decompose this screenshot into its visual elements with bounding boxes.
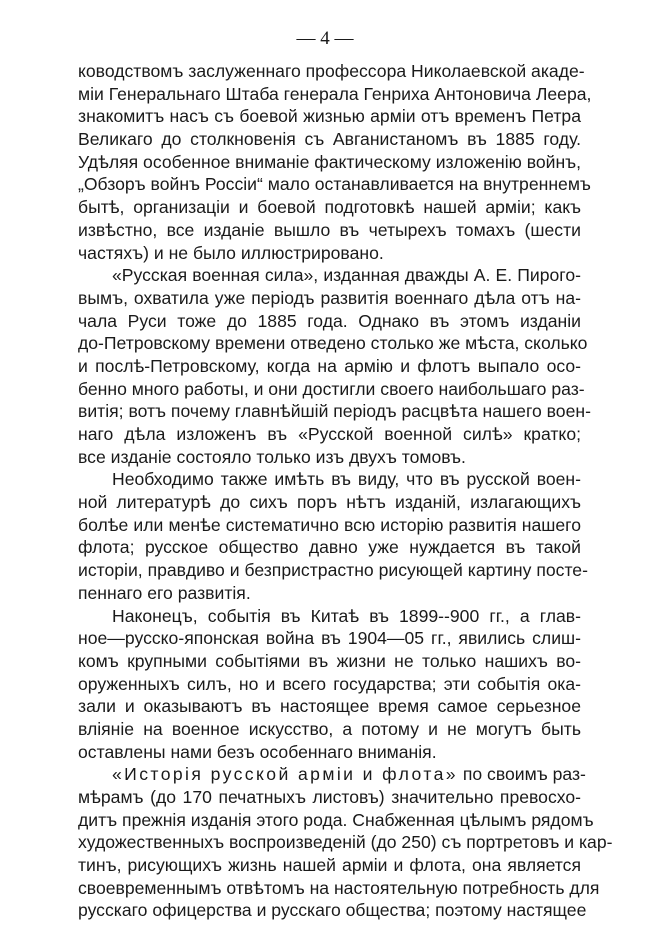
text-line: оставлены нами безъ особеннаго вниманія. xyxy=(78,741,437,762)
text-line: ной литературѣ до сихъ поръ нѣтъ изданій, излагающихъ xyxy=(78,492,581,513)
paragraph xyxy=(78,264,591,468)
text-line: «Русская военная сила», изданная дважды А. Е. Пирого- xyxy=(112,265,581,286)
paragraph xyxy=(78,60,592,264)
book-title: «Исторія русской арміи и флота» xyxy=(112,764,458,785)
text-line: все изданіе состояло только изъ двухъ томовъ. xyxy=(78,446,466,467)
text-line: пеннаго его развитія. xyxy=(78,582,251,603)
text-line: оруженныхъ силъ, но и всего государства; эти событія ока- xyxy=(78,673,581,694)
text-line: наго дѣла изложенъ въ «Русской военной силѣ» кратко; xyxy=(78,424,581,444)
text-line: вліяніе на военное искусство, а потому и не могутъ быть xyxy=(78,718,581,739)
text-line: мѣрамъ (до 170 печатныхъ листовъ) значительно превосхо- xyxy=(78,787,581,807)
text-line: чала Руси тоже до 1885 года. Однако въ этомъ изданіи xyxy=(78,310,581,331)
paragraph xyxy=(78,763,613,922)
paragraph xyxy=(78,468,588,604)
page-number: — 4 — xyxy=(296,28,354,49)
text-line: болѣе или менѣе систематично всю исторію развитія нашего xyxy=(78,514,581,535)
text-line: дитъ прежнія изданія этого рода. Снабженная цѣлымъ рядомъ xyxy=(78,809,594,830)
text-line: комъ крупными событіями въ жизни не только нашихъ во- xyxy=(78,650,581,671)
text-line: Необходимо также имѣть въ виду, что въ русской воен- xyxy=(112,469,581,490)
text-line: зали и оказываютъ въ настоящее время самое серьезное xyxy=(78,696,581,717)
text-line: флота; русское общество давно уже нуждается въ такой xyxy=(78,537,581,558)
body-text xyxy=(78,60,613,922)
text-line: ководствомъ заслуженнаго профессора Николаевской акаде- xyxy=(78,61,585,81)
text-line: тинъ, рисующихъ жизнь нашей арміи и флота, она является xyxy=(78,855,581,876)
text-line: и послѣ-Петровскому, когда на армію и флотъ выпало осо- xyxy=(78,355,581,376)
text-line: бытѣ, организаціи и боевой подготовкѣ нашей арміи; какъ xyxy=(78,197,581,218)
text-line: художественныхъ воспроизведеній (до 250) съ портретовъ и кар- xyxy=(78,832,613,853)
text-line: своевременнымъ отвѣтомъ на настоятельную потребность для xyxy=(78,877,600,898)
text-line: витія; вотъ почему главнѣйшій періодъ расцвѣта нашего воен- xyxy=(78,401,591,422)
text-line: извѣстно, все изданіе вышло въ четырехъ томахъ (шести xyxy=(78,219,581,240)
text-line: до-Петровскому времени отведено столько же мѣста, сколько xyxy=(78,333,588,354)
text-line: Великаго до столкновенія съ Авганистаномъ въ 1885 году. xyxy=(78,129,581,150)
paragraph xyxy=(78,605,581,764)
text-line: исторіи, правдиво и безпристрастно рисующей картину посте- xyxy=(78,560,588,581)
text-line: Удѣляя особенное вниманіе фактическому изложенію войнъ, xyxy=(78,151,582,172)
text-line: вымъ, охватила уже періодъ развитія военнаго дѣла отъ на- xyxy=(78,287,581,308)
text-line: міи Генеральнаго Штаба генерала Генриха Антоновича Леера, xyxy=(78,83,592,104)
text-line-rest: по своимъ раз- xyxy=(457,764,586,785)
text-line: ное—русско-японская война въ 1904—05 гг., явились слиш- xyxy=(78,628,581,649)
text-line: „Обзоръ войнъ Россіи“ мало останавливается на внутреннемъ xyxy=(78,174,591,195)
text-line: знакомитъ насъ съ боевой жизнью арміи отъ временъ Петра xyxy=(78,106,581,127)
text-line xyxy=(78,763,586,786)
text-line: бенно много работы, и они достигли своего наибольшаго раз- xyxy=(78,378,585,399)
text-line: Наконецъ, событія въ Китаѣ въ 1899--900 гг., а глав- xyxy=(112,605,581,626)
text-line: частяхъ) и не было иллюстрировано. xyxy=(78,242,384,263)
text-line: русскаго офицерства и русскаго общества; поэтому настящее xyxy=(78,900,587,921)
